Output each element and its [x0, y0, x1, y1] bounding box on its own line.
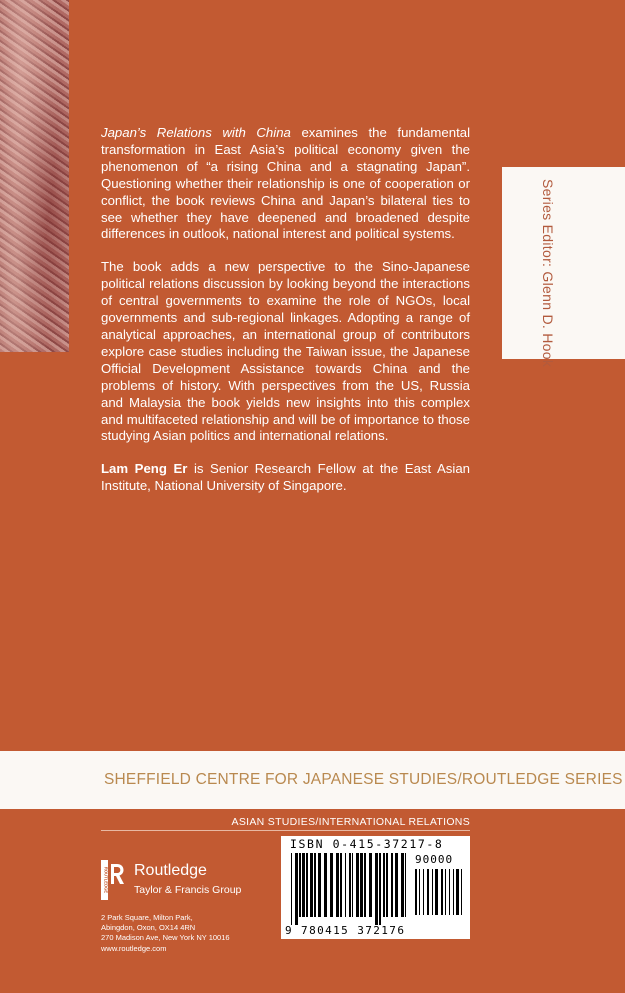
barcode-bar — [441, 869, 443, 915]
blurb-paragraph-1-text: examines the fundamental transformation in East Asia’s political economy given the phenomenon of “a rising China and a stagnating Japan”. Questioning whether their relationship is one of cooperation or conflict, the book reviews China and Japan’s bilateral ties to see whether they have deepened and broadened despite differences in outlook, national interest and political systems. — [101, 125, 470, 242]
barcode-bar — [427, 869, 429, 915]
barcode-bar — [423, 869, 424, 915]
isbn-number: ISBN 0-415-37217-8 — [290, 837, 444, 851]
publisher-website: www.routledge.com — [101, 943, 167, 953]
series-band — [0, 751, 625, 809]
barcode-bar — [336, 853, 339, 917]
blurb-paragraph-1 — [101, 125, 470, 243]
barcode-bar — [456, 869, 459, 915]
barcode-bar — [349, 853, 351, 917]
barcode-bar — [386, 853, 388, 917]
ean-digits: 9 780415 372176 — [285, 924, 406, 937]
barcode-bar — [299, 853, 301, 917]
barcode-bar — [401, 853, 404, 917]
barcode-bar — [310, 853, 313, 917]
address-line: Abingdon, Oxon, OX14 4RN — [101, 923, 196, 933]
addon-barcode-bars — [415, 869, 465, 923]
barcode-bar — [306, 853, 308, 917]
blurb-paragraph-2: The book adds a new perspective to the Sino-Japanese political relations discussion by looking beyond the interactions of central governments to examine the role of NGOs, local governments and sub-regional linkages. Adopting a range of analytical approaches, an international group of contributors explore case studies including the Taiwan issue, the Japanese Official Development Assistance towards China and the problems of history. With perspectives from the US, Russia and Malaysia the book yields new insights into this complex and multifaceted relationship and will be of importance to those studying Asian politics and international relations. — [101, 259, 470, 444]
barcode-bar — [369, 853, 372, 917]
barcode-bar — [356, 853, 359, 917]
barcode-bar — [415, 869, 417, 915]
barcode-bar — [302, 853, 305, 917]
logo-side-text: ROUTLEDGE — [103, 866, 109, 894]
ean-barcode-bars — [291, 853, 409, 925]
barcode-bar — [295, 853, 298, 925]
barcode-bar — [360, 853, 363, 917]
book-title-italic: Japan’s Relations with China — [101, 125, 291, 140]
barcode-bar — [432, 869, 433, 915]
barcode-bar — [375, 853, 378, 925]
barcode-bar — [318, 853, 321, 917]
barcode-bar — [379, 853, 381, 925]
barcode-bar — [345, 853, 346, 917]
publisher-name: Routledge — [134, 862, 207, 879]
barcode-bar — [419, 869, 420, 915]
barcode-bar — [395, 853, 398, 917]
author-name: Lam Peng Er — [101, 461, 188, 477]
isbn-barcode — [281, 836, 470, 939]
barcode-bar — [364, 853, 366, 917]
barcode-bar — [461, 869, 462, 915]
routledge-logo-icon — [101, 860, 125, 900]
series-name: SHEFFIELD CENTRE FOR JAPANESE STUDIES/ROUTLEDGE SERIES — [104, 771, 623, 788]
back-cover-blurb — [101, 125, 470, 511]
publisher-group: Taylor & Francis Group — [134, 884, 242, 896]
address-line: 270 Madison Ave, New York NY 10016 — [101, 933, 230, 943]
subject-divider — [101, 830, 470, 831]
series-editor-text: Series Editor: Glenn D. Hook — [540, 179, 556, 368]
author-bio: is Senior Research Fellow at the East Asian Institute, National University of Singapore. — [101, 461, 470, 494]
barcode-bar — [435, 869, 438, 915]
barcode-bar — [405, 853, 406, 917]
barcode-bar — [324, 853, 327, 917]
barcode-bar — [449, 869, 450, 915]
barcode-bar — [383, 853, 385, 917]
barcode-bar — [391, 853, 393, 917]
barcode-bar — [330, 853, 333, 917]
barcode-bar — [340, 853, 342, 917]
price-code: 90000 — [415, 853, 454, 866]
series-editor-panel — [502, 167, 625, 368]
subject-category: ASIAN STUDIES/INTERNATIONAL RELATIONS — [231, 816, 470, 828]
blurb-paragraph-3 — [101, 461, 470, 495]
barcode-bar — [352, 853, 353, 917]
cover-photo-strip — [0, 0, 69, 352]
barcode-bar — [291, 853, 292, 925]
barcode-bar — [314, 853, 316, 917]
barcode-bar — [445, 869, 446, 915]
publisher-address — [101, 913, 261, 954]
address-line: 2 Park Square, Milton Park, — [101, 913, 193, 922]
barcode-bar — [453, 869, 454, 915]
